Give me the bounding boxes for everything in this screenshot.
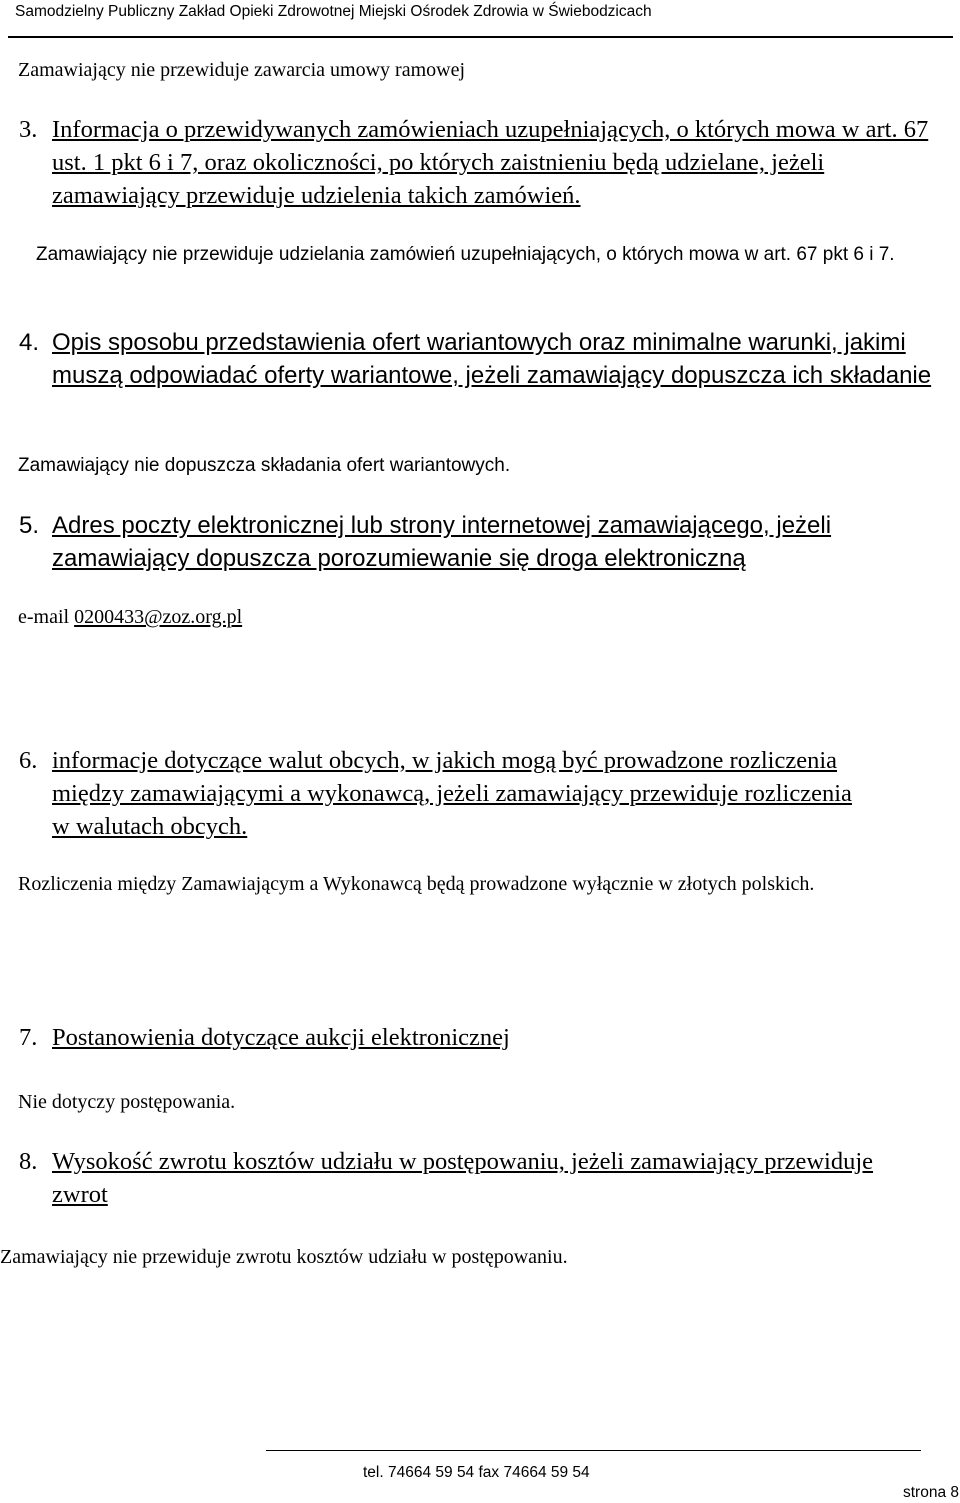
section-number: 8. — [19, 1148, 38, 1175]
section-6-body: Rozliczenia między Zamawiającym a Wykonawcą będą prowadzone wyłącznie w złotych polskich. — [18, 873, 815, 895]
section-7-body: Nie dotyczy postępowania. — [18, 1091, 236, 1113]
section-number: 3. — [19, 116, 38, 143]
section-number: 4. — [19, 329, 40, 356]
email-prefix: e-mail — [18, 606, 75, 628]
section-5-heading — [19, 509, 949, 579]
email-link[interactable]: 0200433@zoz.org.pl — [74, 606, 243, 628]
section-4-heading — [19, 326, 949, 426]
section-heading-text: Adres poczty elektronicznej lub strony internetowej zamawiającego, jeżeli zamawiający dopuszcza porozumiewanie się droga elektroniczną — [52, 512, 832, 572]
document-header: Samodzielny Publiczny Zakład Opieki Zdrowotnej Miejski Ośrodek Zdrowia w Świebodzicach — [15, 3, 652, 20]
header-divider — [8, 36, 953, 38]
section-heading-text: Postanowienia dotyczące aukcji elektronicznej — [52, 1024, 510, 1051]
section-6-heading — [19, 744, 949, 844]
section-8-body: Zamawiający nie przewiduje zwrotu kosztów udziału w postępowaniu. — [0, 1246, 568, 1268]
section-8-heading — [19, 1145, 949, 1215]
section-heading-text: Informacja o przewidywanych zamówieniach uzupełniających, o których mowa w art. 67 ust. 1 pkt 6 i 7, oraz okoliczności, po których zaistnieniu będą udzielane, jeżeli zamawiający przewiduje udzielenia takich zamówień. — [52, 116, 929, 209]
section-number: 5. — [19, 512, 40, 539]
section-heading-text: informacje dotyczące walut obcych, w jakich mogą być prowadzone rozliczenia między zamawiającymi a wykonawcą, jeżeli zamawiający przewiduje rozliczenia w walutach obcych. — [52, 747, 852, 840]
footer-divider — [266, 1450, 921, 1451]
section-3-heading — [19, 113, 949, 213]
section-5-body — [18, 603, 918, 631]
footer-contact: tel. 74664 59 54 fax 74664 59 54 — [363, 1464, 590, 1481]
section-7-heading — [19, 1021, 949, 1057]
intro-text: Zamawiający nie przewiduje zawarcia umowy ramowej — [18, 59, 466, 81]
section-number: 7. — [19, 1024, 38, 1051]
section-number: 6. — [19, 747, 38, 774]
page-number: strona 8 — [903, 1484, 960, 1501]
section-4-body: Zamawiający nie dopuszcza składania ofert wariantowych. — [18, 455, 511, 476]
section-heading-text: Opis sposobu przedstawienia ofert wariantowych oraz minimalne warunki, jakimi muszą odpowiadać oferty wariantowe, jeżeli zamawiający dopuszcza ich składanie — [52, 329, 932, 389]
section-heading-text: Wysokość zwrotu kosztów udziału w postępowaniu, jeżeli zamawiający przewiduje zwrot — [52, 1148, 874, 1208]
section-3-body: Zamawiający nie przewiduje udzielania zamówień uzupełniających, o których mowa w art. 67 pkt 6 i 7. — [36, 244, 895, 265]
